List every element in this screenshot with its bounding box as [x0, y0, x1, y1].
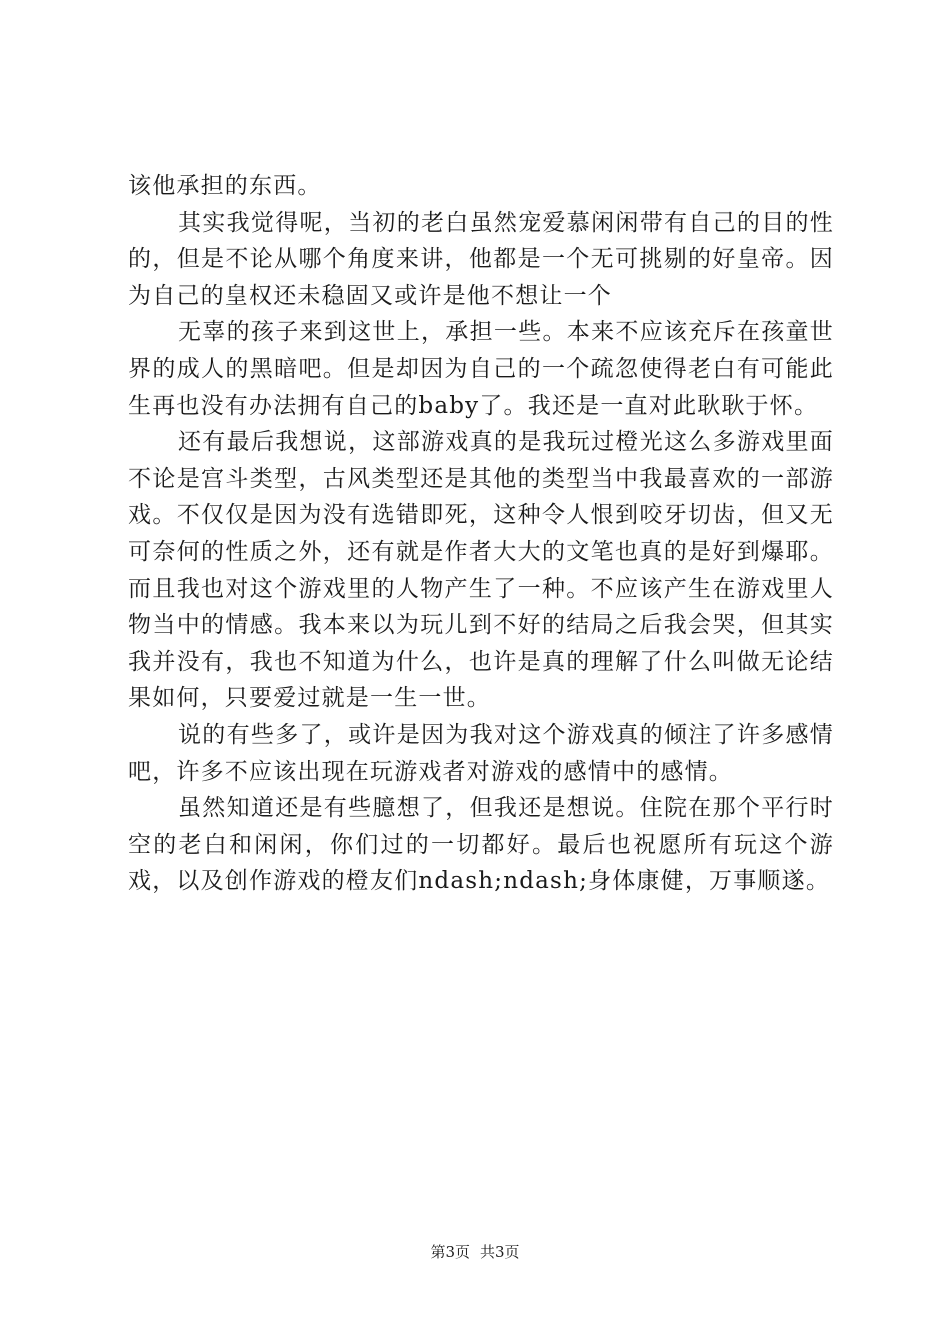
document-body — [128, 168, 834, 900]
page-footer — [0, 1242, 950, 1262]
page-number: 第3页 — [430, 1243, 470, 1261]
paragraph: 说的有些多了，或许是因为我对这个游戏真的倾注了许多感情吧，许多不应该出现在玩游戏者对游戏的感情中的感情。 — [128, 721, 834, 785]
paragraph: 其实我觉得呢，当初的老白虽然宠爱慕闲闲带有自己的目的性的，但是不论从哪个角度来讲，他都是一个无可挑剔的好皇帝。因为自己的皇权还未稳固又或许是他不想让一个 — [128, 209, 834, 309]
paragraph-continuation: 该他承担的东西。 — [128, 173, 322, 199]
paragraph: 无辜的孩子来到这世上，承担一些。本来不应该充斥在孩童世界的成人的黑暗吧。但是却因为自己的一个疏忽使得老白有可能此生再也没有办法拥有自己的baby了。我还是一直对此耿耿于怀。 — [128, 319, 834, 419]
page-total: 共3页 — [480, 1243, 520, 1261]
paragraph: 还有最后我想说，这部游戏真的是我玩过橙光这么多游戏里面不论是宫斗类型，古风类型还是其他的类型当中我最喜欢的一部游戏。不仅仅是因为没有选错即死，这种令人恨到咬牙切齿，但又无可奈何的性质之外，还有就是作者大大的文笔也真的是好到爆耶。而且我也对这个游戏里的人物产生了一种。不应该产生在游戏里人物当中的情感。我本来以为玩儿到不好的结局之后我会哭，但其实我并没有，我也不知道为什么，也许是真的理解了什么叫做无论结果如何，只要爱过就是一生一世。 — [128, 429, 834, 712]
paragraph: 虽然知道还是有些臆想了，但我还是想说。住院在那个平行时空的老白和闲闲，你们过的一切都好。最后也祝愿所有玩这个游戏，以及创作游戏的橙友们ndash;ndash;身体康健，万事顺遂。 — [128, 795, 834, 895]
